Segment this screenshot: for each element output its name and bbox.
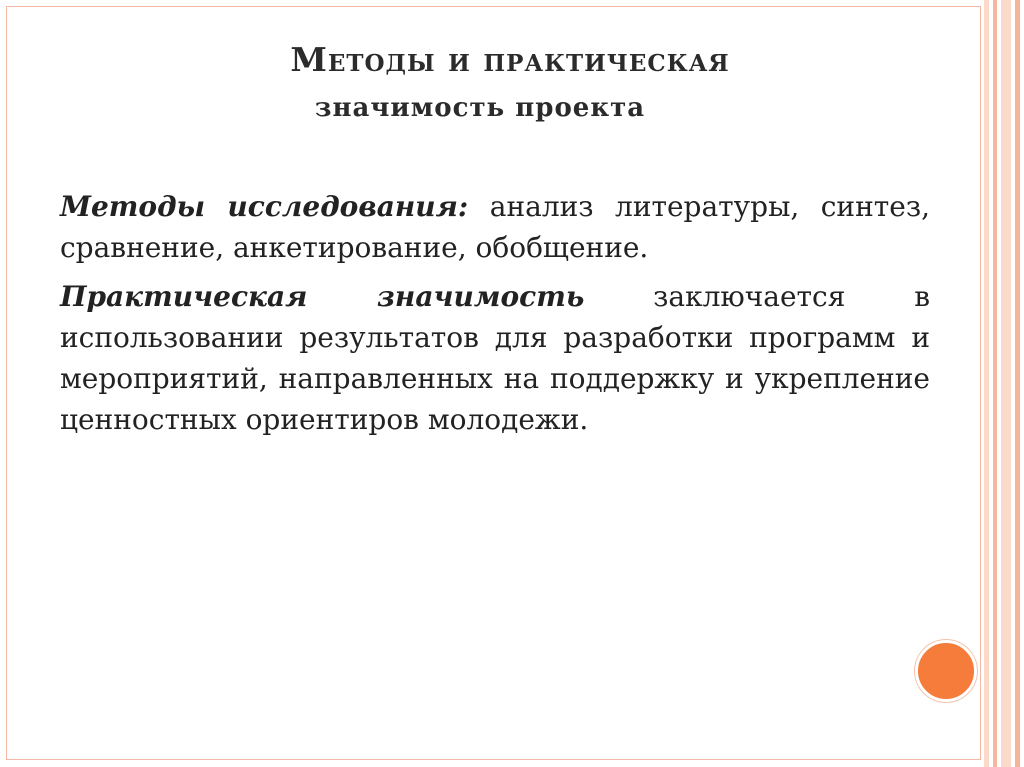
decor-circle [915, 640, 977, 702]
significance-paragraph [60, 276, 930, 440]
decor-stripe [993, 0, 997, 767]
significance-lead: Практическая значимость [60, 280, 585, 313]
methods-lead: Методы исследования: [60, 190, 469, 223]
slide-body [60, 186, 930, 448]
title-line-1: Методы и практическая [290, 40, 730, 79]
significance-text: заключается в использовании результатов для разработки программ и мероприятий, направленных на поддержку и укрепление ценностных ориентиров молодежи. [60, 280, 930, 436]
decor-stripe [1015, 0, 1020, 767]
methods-paragraph [60, 186, 930, 268]
title-line-2: значимость проекта [314, 93, 646, 123]
methods-text: анализ литературы, синтез, сравнение, анкетирование, обобщение. [60, 190, 930, 264]
decor-stripe [984, 0, 989, 767]
slide-title [150, 38, 870, 134]
decor-stripe [1001, 0, 1011, 767]
